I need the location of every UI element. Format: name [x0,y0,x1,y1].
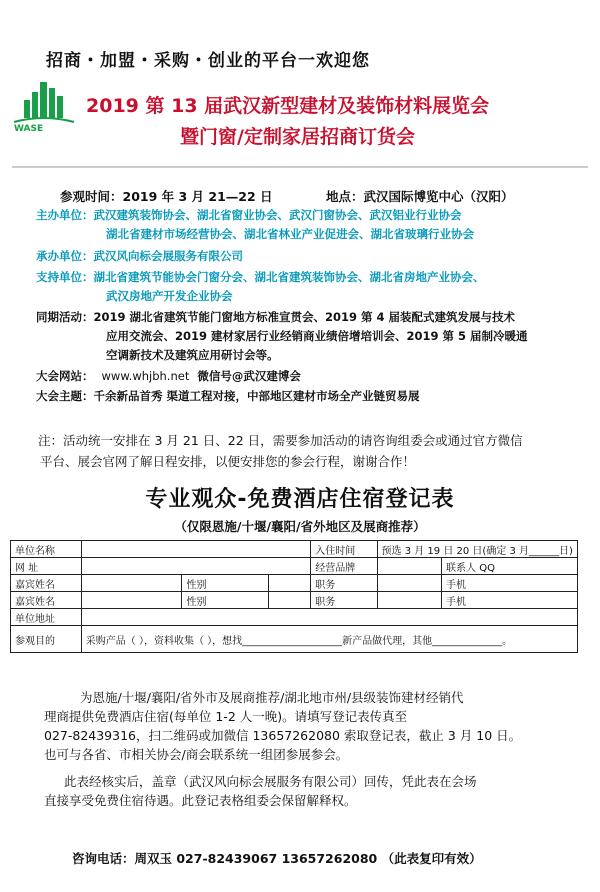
logo-bar [32,92,38,118]
website-field[interactable] [81,558,311,575]
paragraph-stamp: 此表经核实后，盖章（武汉风向标会展服务有限公司）回传，凭此表在会场 直接享受免费住宿待遇。此登记表格组委会保留解释权。 [44,774,477,808]
events-row-2: 应用交流会、2019 建材家居行业经销商业绩倍增培训会、2019 第 5 届制冷暖通 [106,329,528,343]
company-name-field[interactable] [81,541,311,558]
host-row-2: 湖北省建材市场经营协会、湖北省林业产业促进会、湖北省玻璃行业协会 [106,227,474,241]
registration-table [10,540,578,653]
position-field[interactable] [377,575,441,592]
events-row: 同期活动：2019 湖北省建筑节能门窗地方标准宣贯会、2019 第 4 届装配式建筑发展与技术 [36,310,516,324]
title-line-2: 暨门窗/定制家居招商订货会 [180,126,415,148]
table-row: 嘉宾姓名 性别 职务 手机 [11,592,578,609]
purpose-field[interactable]: 采购产品（ ），资料收集（ ），想找____________________新产品做代理，其他______________。 [81,626,577,653]
support-row-2: 武汉房地产开发企业协会 [106,289,233,303]
events-row-3: 空调新技术及建筑应用研讨会等。 [106,348,279,362]
contact-line: 咨询电话：周双玉 027-82439067 13657262080 （此表复印有效） [72,851,482,866]
gender-field[interactable] [268,575,311,592]
website-row: 大会网站： www.whjbh.net 微信号@武汉建博会 [36,369,301,383]
guest-name-field[interactable] [81,575,182,592]
address-field[interactable] [81,609,577,626]
gender-field[interactable] [268,592,311,609]
table-row: 单位名称 入住时间 预选 3 月 19 日 20 日(确定 3 月______日) [11,541,578,558]
position-field[interactable] [377,592,441,609]
brand-field[interactable] [377,558,441,575]
divider [12,166,588,168]
form-title: 专业观众-免费酒店住宿登记表 [145,487,455,512]
table-row: 单位地址 [11,609,578,626]
logo-bar [24,100,30,118]
logo-bar [49,88,55,118]
visit-place: 地点：武汉国际博览中心（汉阳） [326,189,514,204]
form-subtitle: （仅限恩施/十堰/襄阳/省外地区及展商推荐） [174,519,426,534]
slogan: 招商・加盟・采购・创业的平台一欢迎您 [46,51,370,71]
paragraph-free-hotel: 为恩施/十堰/襄阳/省外市及展商推荐/湖北地市州/县级装饰建材经销代 理商提供免费酒店住宿(每单位 1-2 人一晚)。请填写登记表传真至 027-82439316，扫二维码或加微信 13657262080 索取登记表，截止 3 月 10 日。 也可与各省、市相关协会/商会联系统一组团参展参会。 [44,690,522,762]
visit-time: 参观时间：2019 年 3 月 21—22 日 [60,189,273,204]
guest-name-field[interactable] [81,592,182,609]
table-row: 网 址 经营品牌 联系人 QQ [11,558,578,575]
website-url: www.whjbh.net [101,369,190,383]
host-row: 主办单位：武汉建筑装饰协会、湖北省窗业协会、武汉门窗协会、武汉铝业行业协会 [36,208,462,222]
table-row: 参观目的 采购产品（ ），资料收集（ ），想找____________________新产品做代理，其他______________。 [11,626,578,653]
note: 注：活动统一安排在 3 月 21 日、22 日，需要参加活动的请咨询组委会或通过官方微信 平台、展会官网了解日程安排，以便安排您的参会行程，谢谢合作！ [38,433,523,469]
theme-row: 大会主题：千余新品首秀 渠道工程对接，中部地区建材市场全产业链贸易展 [36,389,420,403]
logo-bar [57,96,63,118]
logo-text: WASE [14,124,44,132]
support-row: 支持单位：湖北省建筑节能协会门窗分会、湖北省建筑装饰协会、湖北省房地产业协会、 [36,270,485,284]
table-row: 嘉宾姓名 性别 职务 手机 [11,575,578,592]
wase-logo [10,78,78,132]
logo-bar [40,82,47,118]
checkin-value[interactable]: 预选 3 月 19 日 20 日(确定 3 月______日) [377,541,577,558]
title-line-1: 2019 第 13 届武汉新型建材及装饰材料展览会 [86,95,490,117]
logo-swoosh [14,118,74,122]
organizer-row: 承办单位：武汉风向标会展服务有限公司 [36,249,243,263]
